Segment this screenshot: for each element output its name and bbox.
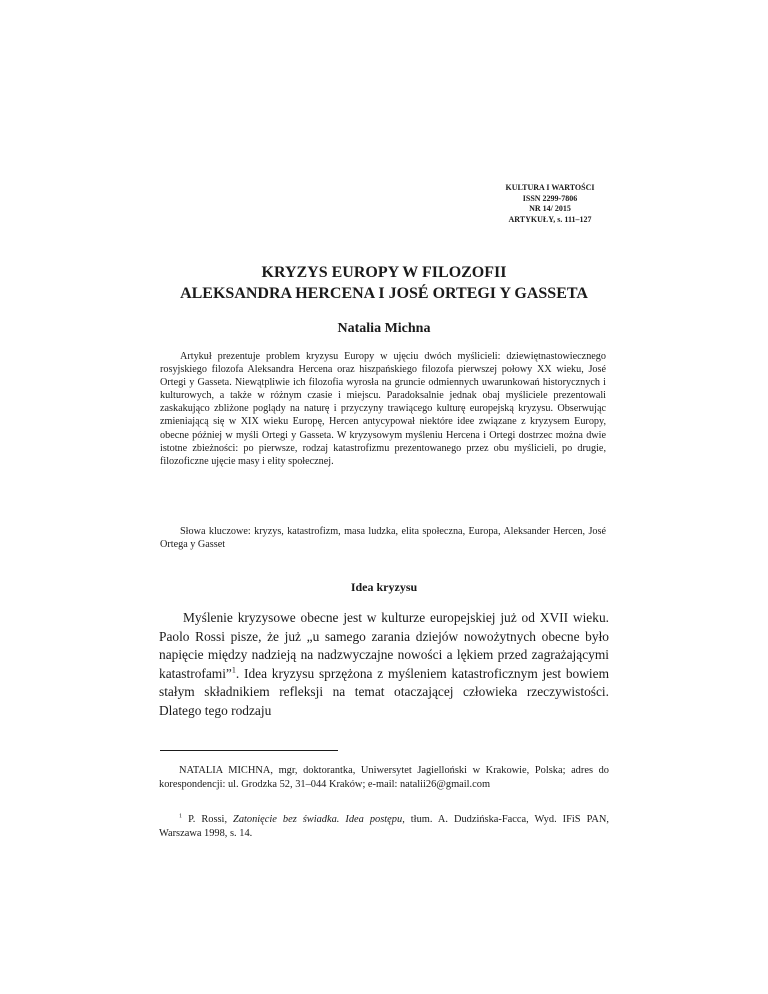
footnote-separator <box>160 750 338 751</box>
footnote-citation-rest: , tłum. A. Dudzińska-Facca, Wyd. IFiS PAN, Warszawa 1998, s. 14. <box>159 814 609 839</box>
journal-name: KULTURA I WARTOŚCI <box>505 183 595 192</box>
body-text-after-note: . Idea kryzysu sprzężona z myśleniem katastroficznym jest bowiem stałym składnikiem refleksji na temat otaczającej człowieka rzeczywistości. Dlatego tego rodzaju <box>159 665 609 718</box>
article-title-line-2: ALEKSANDRA HERCENA I JOSÉ ORTEGI Y GASSETA <box>180 285 588 302</box>
author-footnote: NATALIA MICHNA, mgr, doktorantka, Uniwersytet Jagielloński w Krakowie, Polska; adres do korespondencji: ul. Grodzka 52, 31–044 Kraków; e-mail: natalii26@gmail.com <box>159 765 609 790</box>
section-heading: Idea kryzysu <box>350 580 418 594</box>
footnote-citation-lead: P. Rossi, <box>188 814 234 825</box>
footnote-citation-title: Zatonięcie bez świadka. Idea postępu <box>233 814 403 825</box>
article-author: Natalia Michna <box>337 321 431 336</box>
footnote-reference[interactable]: 1 <box>231 665 236 675</box>
footnote-number: 1 <box>179 812 183 820</box>
journal-issn: ISSN 2299-7806 <box>522 193 578 203</box>
article-title-line-1: KRYZYS EUROPY W FILOZOFII <box>261 264 507 281</box>
body-paragraph <box>159 609 609 721</box>
keywords: Słowa kluczowe: kryzys, katastrofizm, masa ludzka, elita społeczna, Europa, Aleksander Hercen, José Ortega y Gasset <box>160 526 606 551</box>
article-pages: ARTYKUŁY, s. 111–127 <box>508 214 592 224</box>
article-title <box>100 262 668 304</box>
journal-masthead <box>470 183 630 225</box>
journal-issue: NR 14/ 2015 <box>529 204 571 213</box>
body-text-before-note: Myślenie kryzysowe obecne jest w kulturze europejskiej już od XVII wieku. Paolo Rossi pisze, że już „u samego zarania dziejów nowożytnych obecne było napięcie między nadzieją na nadzwyczajne nowości a lękiem przed zagrażającymi katastrofami” <box>159 610 609 681</box>
abstract: Artykuł prezentuje problem kryzysu Europy w ujęciu dwóch myślicieli: dziewiętnastowiecznego rosyjskiego filozofa Aleksandra Hercena oraz hiszpańskiego filozofa pierwszej połowy XX wieku, José Ortegi y Gasseta. Niewątpliwie ich filozofia wyrosła na gruncie odmiennych uwarunkowań historycznych i kulturowych, a także w różnym czasie i miejscu. Paradoksalnie jednak obaj myśliciele prezentowali zaskakująco zbliżone poglądy na naturę i przyczyny trawiącego kulturę europejską kryzysu. Obserwując zmieniającą się w XIX wieku Europę, Hercen antycypował niektóre idee związane z kryzysem Europy, obecne później w myśli Ortegi y Gasseta. W kryzysowym myśleniu Hercena i Ortegi dostrzec można dwie istotne zbieżności: po pierwsze, rodzaj katastrofizmu prezentowanego przez obu myślicieli, po drugie, filozoficzne ujęcie masy i elity społecznej. <box>160 351 606 467</box>
footnote-1 <box>159 813 609 840</box>
